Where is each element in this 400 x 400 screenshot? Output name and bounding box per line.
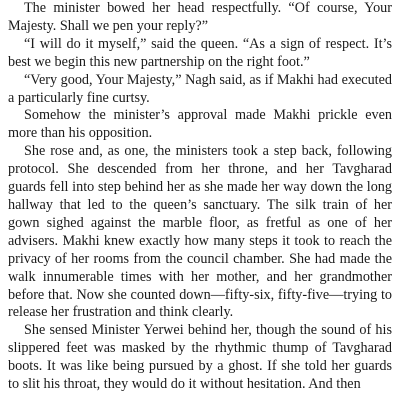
paragraph-4: Somehow the minister’s approval made Makhi prickle even more than his opposition. <box>8 107 392 142</box>
paragraph-1: The minister bowed her head respectfully. “Of course, Your Majesty. Shall we pen your reply?” <box>8 0 392 34</box>
paragraph-2: “I will do it myself,” said the queen. “As a sign of respect. It’s best we begin this new partnership on the right foot.” <box>8 35 392 70</box>
body-text <box>8 0 392 394</box>
paragraph-3: “Very good, Your Majesty,” Nagh said, as if Makhi had executed a particularly fine curtsy. <box>8 71 392 106</box>
paragraph-6: She sensed Minister Yerwei behind her, though the sound of his slippered feet was masked by the rhythmic thump of Tavgharad boots. It was like being pursued by a ghost. If she told her guards to slit his throat, they would do it without hesitation. And then <box>8 322 392 393</box>
paragraph-5: She rose and, as one, the ministers took a step back, following protocol. She descended from her throne, and her Tavgharad guards fell into step behind her as she made her way down the long hallway that led to the queen’s sanctuary. The silk train of her gown sighed against the marble floor, as fretful as one of her advisers. Makhi knew exactly how many steps it took to reach the privacy of her rooms from the council chamber. She had made the walk innumerable times with her mother, and her grandmother before that. Now she counted down—fifty-six, fifty-five—trying to release her frustration and think clearly. <box>8 143 392 321</box>
